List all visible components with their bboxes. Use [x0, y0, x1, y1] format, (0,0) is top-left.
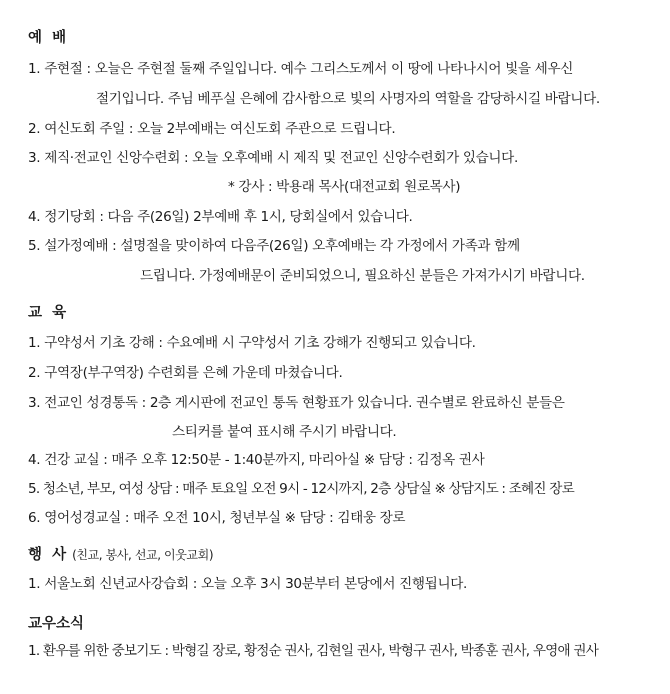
worship-item-3-speaker: * 강사 : 박용래 목사(대전교회 원로목사): [228, 179, 461, 195]
worship-item-1: 1. 주현절 : 오늘은 주현절 둘째 주일입니다. 예수 그리스도께서 이 땅에 나타나시어 빛을 세우신: [28, 61, 574, 77]
members-item-1: 1. 환우를 위한 중보기도 : 박형길 장로, 황정순 권사, 김현일 권사, 박형구 권사, 박종훈 권사, 우영애 권사: [28, 643, 599, 659]
heading-education: 교 육: [28, 305, 67, 321]
worship-item-5-cont: 드립니다. 가정예배문이 준비되었으니, 필요하신 분들은 가져가시기 바랍니다.: [140, 268, 585, 284]
heading-mission: [28, 545, 213, 565]
education-item-3-cont: 스티커를 붙여 표시해 주시기 바랍니다.: [172, 424, 397, 440]
worship-item-4: 4. 정기당회 : 다음 주(26일) 2부예배 후 1시, 당회실에서 있습니다.: [28, 209, 413, 225]
heading-members: 교우소식: [28, 616, 85, 632]
education-item-5: 5. 청소년, 부모, 여성 상담 : 매주 토요일 오전 9시 - 12시까지, 2층 상담실 ※ 상담지도 : 조혜진 장로: [28, 481, 574, 497]
worship-item-1-cont: 절기입니다. 주님 베푸실 은혜에 감사함으로 빛의 사명자의 역할을 감당하시길 바랍니다.: [96, 91, 600, 107]
education-item-2: 2. 구역장(부구역장) 수련회를 은혜 가운데 마쳤습니다.: [28, 365, 343, 381]
heading-mission-title: 행 사: [28, 547, 67, 563]
heading-mission-note: (친교, 봉사, 선교, 이웃교회): [72, 548, 214, 562]
education-item-1: 1. 구약성서 기초 강해 : 수요예배 시 구약성서 기초 강해가 진행되고 있습니다.: [28, 335, 476, 351]
worship-item-3: 3. 제직·전교인 신앙수련회 : 오늘 오후예배 시 제직 및 전교인 신앙수련회가 있습니다.: [28, 150, 518, 166]
heading-worship: 예 배: [28, 30, 67, 46]
education-item-3: 3. 전교인 성경통독 : 2층 게시판에 전교인 통독 현황표가 있습니다. 권수별로 완료하신 분들은: [28, 395, 565, 411]
education-item-4: 4. 건강 교실 : 매주 오후 12:50분 - 1:40분까지, 마리아실 ※ 담당 : 김정옥 권사: [28, 452, 485, 468]
education-item-6: 6. 영어성경교실 : 매주 오전 10시, 청년부실 ※ 담당 : 김태웅 장로: [28, 510, 406, 526]
mission-item-1: 1. 서울노회 신년교사강습회 : 오늘 오후 3시 30분부터 본당에서 진행됩니다.: [28, 576, 467, 592]
worship-item-5: 5. 설가정예배 : 설명절을 맞이하여 다음주(26일) 오후예배는 각 가정에서 가족과 함께: [28, 238, 520, 254]
worship-item-2: 2. 여신도회 주일 : 오늘 2부예배는 여신도회 주관으로 드립니다.: [28, 121, 396, 137]
